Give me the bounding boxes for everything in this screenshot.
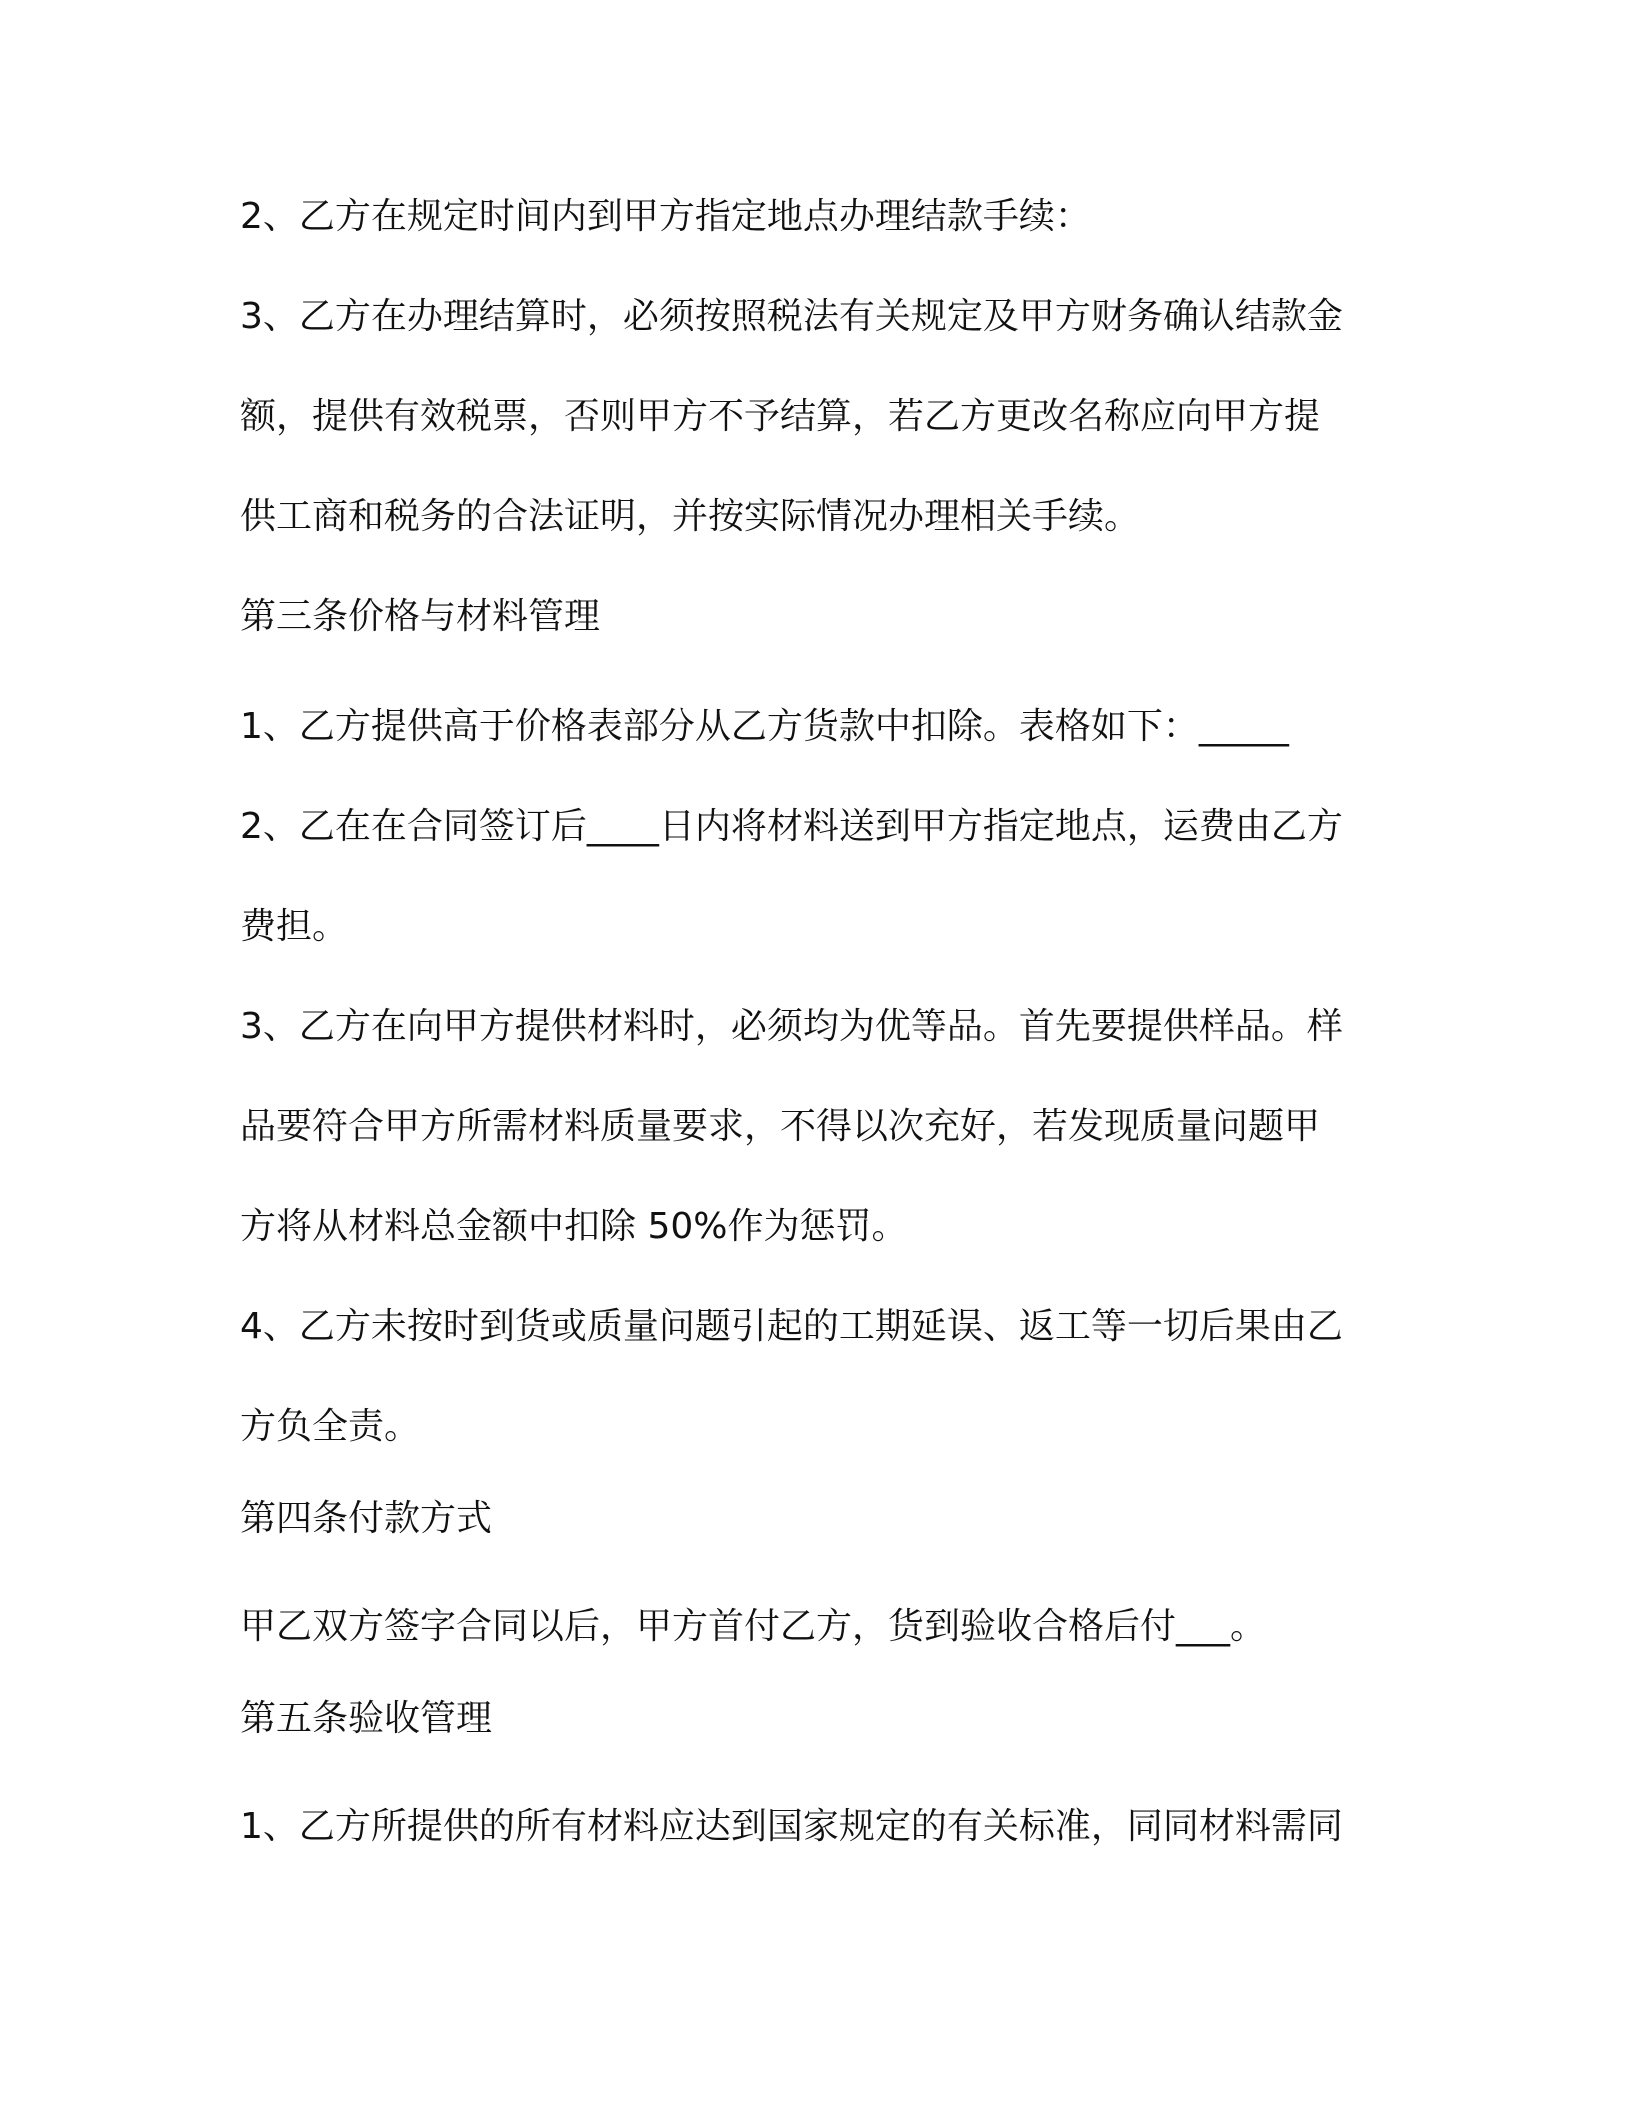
clause-3-settlement-line-3: 供工商和税务的合法证明，并按实际情况办理相关手续。 [240, 496, 1141, 537]
clause-3-settlement-line-1: 3、乙方在办理结算时，必须按照税法有关规定及甲方财务确认结款金 [240, 296, 1343, 337]
section-heading-acceptance: 第五条验收管理 [240, 1698, 493, 1739]
clause-2-delivery-line-2: 费担。 [240, 906, 349, 947]
clause-2-settlement-procedure: 2、乙方在规定时间内到甲方指定地点办理结款手续： [240, 196, 1091, 237]
clause-1-acceptance-standards: 1、乙方所提供的所有材料应达到国家规定的有关标准，同同材料需同 [240, 1806, 1343, 1847]
clause-3-quality-line-2: 品要符合甲方所需材料质量要求，不得以次充好，若发现质量问题甲 [240, 1106, 1321, 1147]
clause-4-liability-line-1: 4、乙方未按时到货或质量问题引起的工期延误、返工等一切后果由乙 [240, 1306, 1343, 1347]
clause-2-delivery-line-1: 2、乙在在合同签订后____日内将材料送到甲方指定地点，运费由乙方 [240, 806, 1343, 847]
payment-terms: 甲乙双方签字合同以后，甲方首付乙方，货到验收合格后付___。 [240, 1606, 1267, 1647]
clause-3-quality-line-3: 方将从材料总金额中扣除 50%作为惩罚。 [240, 1206, 908, 1247]
clause-4-liability-line-2: 方负全责。 [240, 1406, 421, 1447]
clause-1-price-table: 1、乙方提供高于价格表部分从乙方货款中扣除。表格如下：_____ [240, 706, 1289, 747]
clause-3-quality-line-1: 3、乙方在向甲方提供材料时，必须均为优等品。首先要提供样品。样 [240, 1006, 1343, 1047]
clause-3-settlement-line-2: 额，提供有效税票，否则甲方不予结算，若乙方更改名称应向甲方提 [240, 396, 1321, 437]
section-heading-payment: 第四条付款方式 [240, 1498, 493, 1539]
section-heading-price-materials: 第三条价格与材料管理 [240, 596, 601, 637]
